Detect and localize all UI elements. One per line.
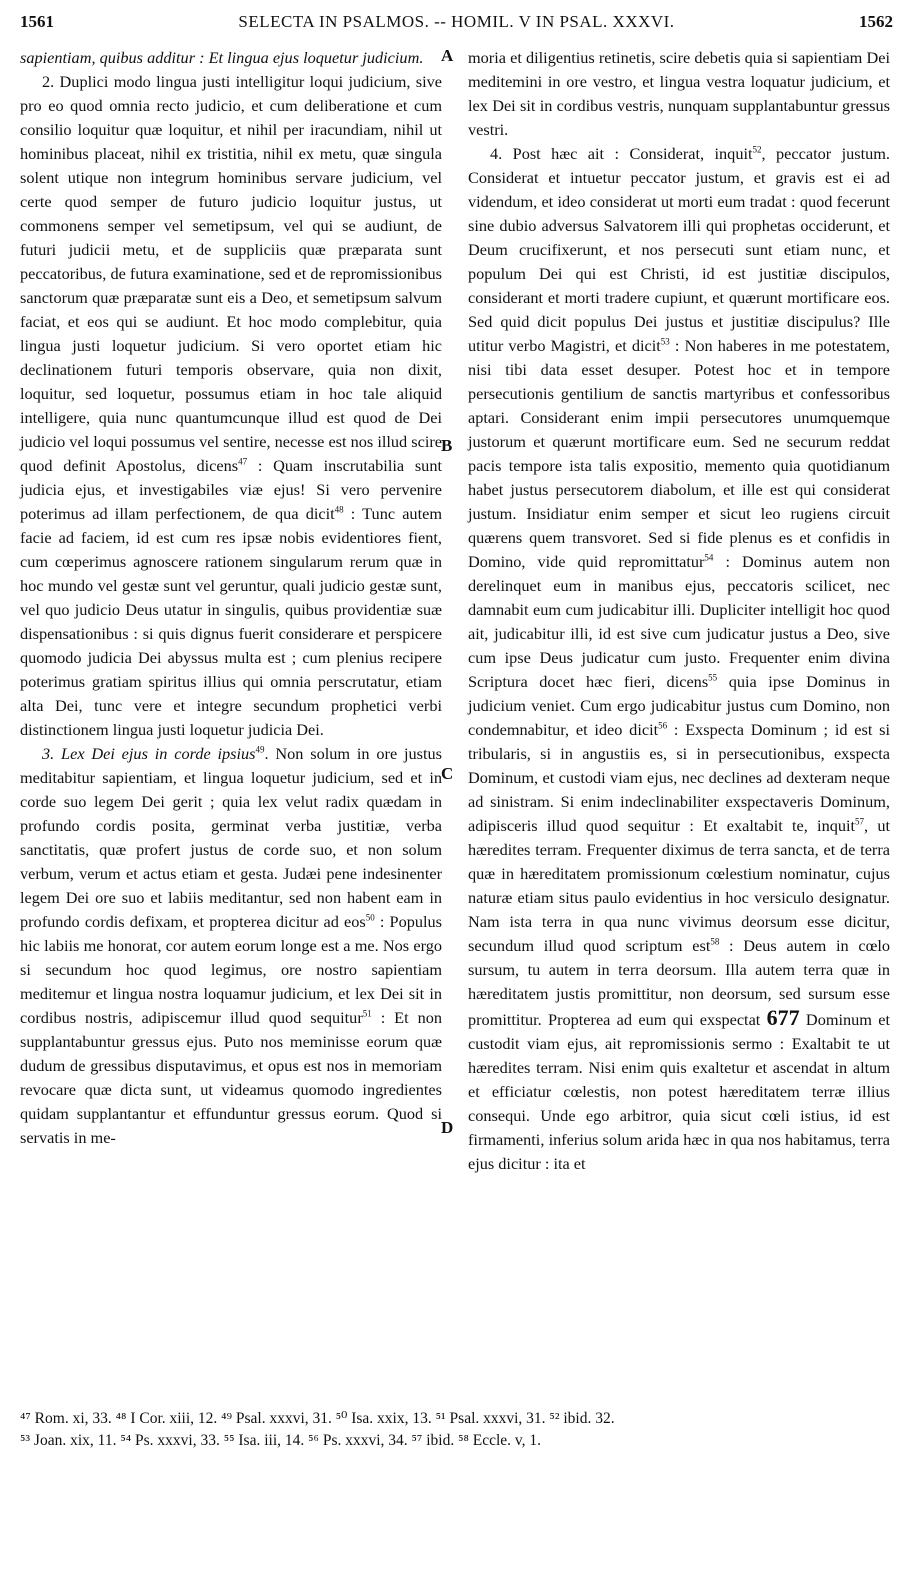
p2-text-a: 2. Duplici modo lingua justi intelligitur loqui judicium, sive pro eo quod omnia recto judicio, et cum deliberatione et cum consilio loquitur quæ loquitur, et nihil per iracundiam, nihil ut hominibus placeat, nihil ex tristitia, nihil ex metu, quæ singula solent utique non integrum hominibus servare judicium, vel certe quod semper de futuro judicio loquitur justus, ut commonens semper vel semetipsum, vel qui se audiunt, de futuri judicii metu, et de suppliciis quæ præparata sunt peccatoribus, de futura examinatione, sed et de repromissionibus sanctorum quæ præparatæ sunt eis a Deo, et semetipsum salvum faciat, et eos qui se audiunt. Et hoc modo complebitur, quia lingua justi loquetur judicium. Si vero oportet etiam hic declinationem futuri temporis observare, quia non dixit, loquitur, sed loquetur, possumus etiam in hoc tale aliquid intelligere, quia nunc quantumcunque illud est quod de Dei judicio vel loqui possumus vel sentire, necesse est nos illud scire quod definit Apostolus, dicens [20, 72, 442, 475]
footnote-ref-50: 50 [365, 912, 375, 923]
footnotes [20, 1408, 893, 1452]
p4-text-i: Dominum et custodit viam ejus, ait repromissionis sermo : Exaltabit te ut hæredites terram. Nisi enim quis exaltetur et ascendat in altum et efficiatur cœlestis, non potest hæreditatem terræ illius consequi. Unde ego arbitror, quia sicut cœli istius, id est firmamenti, inferius solum arida hæc in qua nos habitamus, terra ejus dicitur : ita et [468, 1010, 891, 1173]
p4-text-h: : Deus autem in cœlo sursum, tu autem in terra deorsum. Illa autem terra quæ in hæreditatem justis promittitur, non deorsum, sed sursum esse promittitur. Propterea ad eum qui exspectat [468, 936, 890, 1029]
p3-text-b: . Non solum in ore justus meditabitur sapientiam, et lingua loquetur judicium, sed et in corde suo legem Dei gerit ; quia lex velut radix quædam in profundo cordis posita, germinat verba justitiæ, verba sanctitatis, quæ profert justus de corde suo, et non solum verbum, verum et actus etiam et gesta. Judæi pene indesinenter legem Dei ore suo et labiis meditantur, sed non habent eam in profundo cordis defixam, et propterea dicitur ad eos [20, 744, 442, 931]
footnote-ref-57: 57 [855, 816, 865, 827]
p2-text-b: : Quam inscrutabilia sunt judicia ejus, et investigabiles viæ ejus! Si vero pervenire poterimus ad illam perfectionem, de qua dicit [20, 456, 442, 523]
p3-text-a: 3. Lex Dei ejus in corde ipsius [42, 744, 256, 763]
margin-letter-c: C [441, 764, 454, 783]
paragraph-2 [20, 70, 442, 742]
left-paragraph-continuation [20, 46, 442, 70]
running-title: SELECTA IN PSALMOS. -- HOMIL. V IN PSAL. XXXVI. [238, 12, 675, 31]
footnote-ref-55: 55 [708, 672, 718, 683]
footnote-ref-52: 52 [752, 144, 762, 155]
p4-text-a: 4. Post hæc ait : Considerat, inquit [490, 144, 753, 163]
footnote-ref-47: 47 [238, 456, 248, 467]
right-paragraph-continuation [468, 46, 890, 142]
left-page-number: 1561 [20, 12, 54, 31]
p4-text-g: , ut hæredites terram. Frequenter diximus de terra sancta, et de terra quæ in hæreditatem promissionum cœlestium nominatur, cujus naturæ etiam situs paulo evidentius in hoc versiculo designatur. Nam ista terra in qua nunc vivimus deorsum esse dicitur, secundum illud quod scriptum est [468, 816, 890, 955]
footnote-line-2: ⁵³ Joan. xix, 11. ⁵⁴ Ps. xxxvi, 33. ⁵⁵ Isa. iii, 14. ⁵⁶ Ps. xxxvi, 34. ⁵⁷ ibid. ⁵⁸ Eccle. v, 1. [20, 1432, 542, 1449]
paragraph-4 [468, 142, 890, 1176]
p3-text-c: : Populus hic labiis me honorat, cor autem eorum longe est a me. Nos ergo si secundum hoc quod legimus, ore nostro sapientiam meditemur et lingua nostra loquamur judicium, et lex Dei sit in cordibus nostris, adipiscemur illud quod sequitur [20, 912, 442, 1027]
footnote-ref-48: 48 [334, 504, 344, 515]
margin-letter-d: D [441, 1118, 454, 1137]
p4-text-f: : Exspecta Dominum ; id est si tribularis, si in angustiis es, si in persecutionibus, exspecta Dominum, et custodi viam ejus, nec declines ad dexteram neque ad sinistram. Si enim indeclinabiliter exspectaveris Dominum, adipisceris illud quod sequitur : Et exaltabit te, inquit [468, 720, 890, 835]
continuation-text-right: moria et diligentius retinetis, scire debetis quia si sapientiam Dei meditemini in ore vestro, et lingua vestra loquatur judicium, et lex Dei sit in cordibus vestris, nunquam supplantabuntur gressus vestri. [468, 48, 890, 139]
margin-letter-b: B [441, 436, 453, 455]
margin-letter-a: A [441, 46, 454, 65]
p4-text-e: quia ipse Dominus in judicium veniet. Cum ergo judicabitur justus cum Domino, non condemnabitur, et ideo dicit [468, 672, 890, 739]
footnote-ref-51: 51 [362, 1008, 372, 1019]
footnote-ref-58: 58 [710, 936, 720, 947]
running-header [20, 8, 893, 42]
footnote-ref-49: 49 [255, 744, 265, 755]
right-page-number: 1562 [859, 12, 893, 31]
footnote-line-1: ⁴⁷ Rom. xi, 33. ⁴⁸ I Cor. xiii, 12. ⁴⁹ Psal. xxxvi, 31. ⁵⁰ Isa. xxix, 13. ⁵¹ Psal. xxxvi, 31. ⁵² ibid. 32. [20, 1410, 615, 1427]
footnote-ref-53: 53 [660, 336, 670, 347]
footnote-ref-56: 56 [658, 720, 668, 731]
p3-text-d: : Et non supplantabuntur gressus ejus. Puto nos meminisse eorum quæ dudum de gressibus disputavimus, et opus est nos in memoriam revocare quæ dicta sunt, ut videamus quomodo ingredientes quidam supplantantur et effunduntur gressus eorum. Quod si servatis in me- [20, 1008, 443, 1147]
paragraph-3 [20, 742, 442, 1150]
footnote-ref-54: 54 [704, 552, 714, 563]
p4-text-c: : Non haberes in me potestatem, nisi tibi data esset desuper. Potest hoc et in tempore persecutionis gentilium de sanctis martyribus et confessoribus aptari. Considerant enim impii persecutores unumquemque justorum et quærunt mortificare eum. Sed ne securum reddat pacis tempore ista talis expositio, memento quia quotidianum habet justus persecutorem diabolum, et ille est qui considerat justum. Insidiatur enim semper et sicut leo rugiens circuit quærens quem transvoret. Sed si fide plenus es et confidis in Domino, vide quid repromittatur [468, 336, 891, 571]
p4-text-d: : Dominus autem non derelinquet eum in manibus ejus, peccatoris scilicet, nec damnabit eum cum judicabitur illi. Dupliciter intelligit hoc quod ait, judicabitur illi, id est sive cum judicatur justus a Deo, sive cum ipse Deus judicatur cum justo. Frequenter enim divina Scriptura docet hæc fieri, dicens [468, 552, 890, 691]
right-column [468, 46, 890, 1176]
inline-page-number: 677 [766, 1005, 800, 1030]
p4-text-b: , peccator justum. Considerat et intuetur peccator justum, et gravis est ei ad videndum, et ideo considerat ut morti eum tradat : quod fecerunt sine dubio adversus Salvatorem illi qui prophetas occiderunt, et Deum crucifixerunt, et nos persecuti sunt etiam nunc, et populum Dei qui est Christi, id est justitiæ discipulos, considerant et morti tradere cupiunt, et quærunt mortificare eos. Sed quid dicit populus Dei justus et justitiæ discipulus? Ille utitur verbo Magistri, et dicit [468, 144, 890, 355]
p2-text-c: : Tunc autem facie ad faciem, id est cum res ipsæ nobis evidentiores fient, cum cœperimus agnoscere rationem singularum rerum quæ in hoc mundo vel gestæ sunt vel geruntur, quali judicio gestæ sunt, vel quo judicio Deus utatur in singulis, quibus providentiæ suæ dispensationibus : si quis dignus fuerit considerare et perspicere quomodo judicia Dei abyssus multa est ; cum plenius recipere poterimus gratiam spiritus illius qui omnia perscrutatur, etiam alta Dei, tunc vere et integre secundum prophetici verbi distinctionem lingua justi loquetur judicia Dei. [20, 504, 442, 739]
left-column [20, 46, 442, 1150]
continuation-text: sapientiam, quibus additur : Et lingua ejus loquetur judicium. [20, 48, 424, 67]
